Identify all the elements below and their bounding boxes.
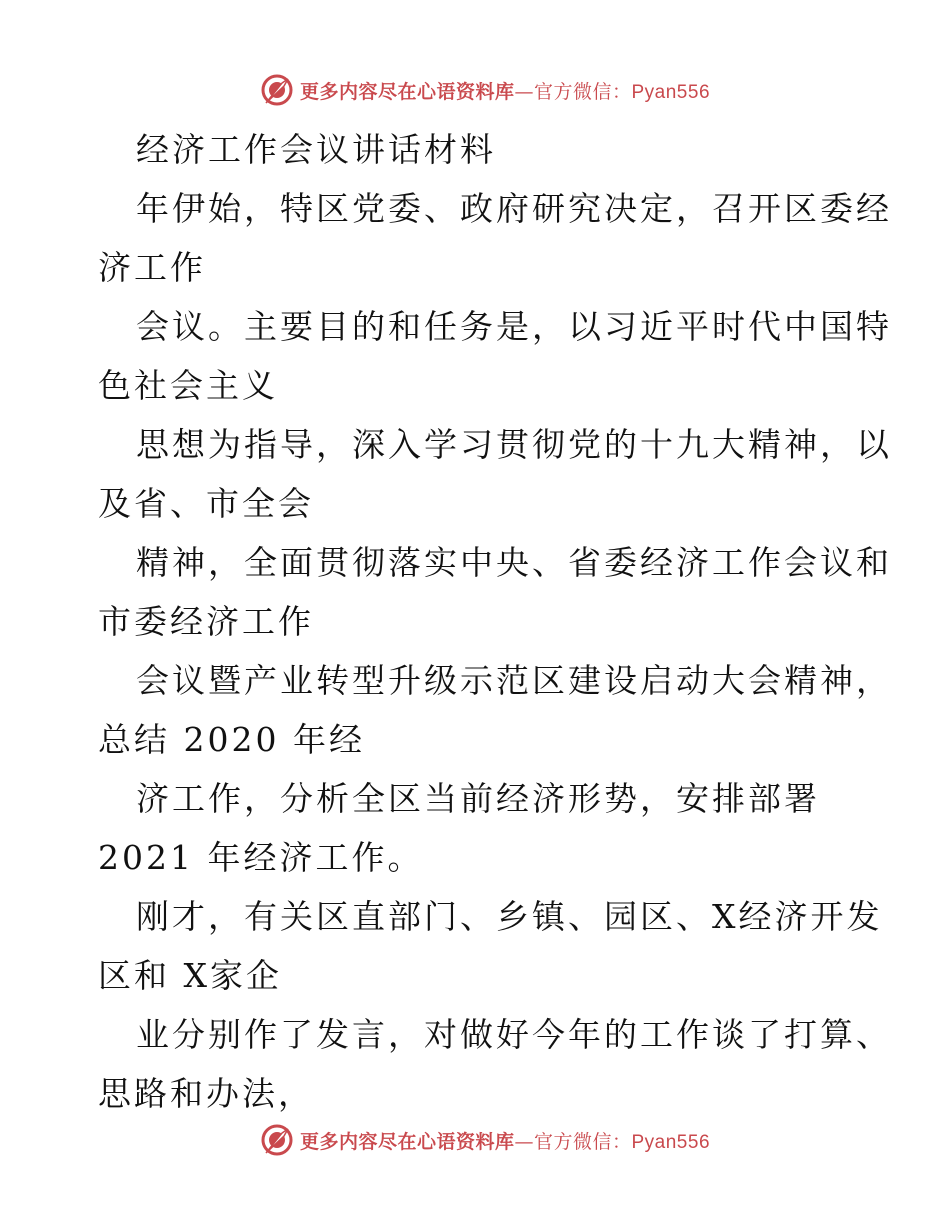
header-banner-inner — [260, 73, 710, 107]
text-line: 年伊始，特区党委、政府研究决定，召开区委经 — [136, 189, 892, 228]
text-line: 业分别作了发言，对做好今年的工作谈了打算、 — [136, 1015, 892, 1054]
footer-banner-inner — [260, 1123, 710, 1157]
text-line: 济工作，分析全区当前经济形势，安排部署 — [136, 779, 820, 818]
footer-separator: — — [514, 1130, 534, 1153]
text-line: 思路和办法， — [98, 1074, 314, 1113]
text-line: 区和 X家企 — [98, 956, 282, 995]
header-banner — [0, 70, 950, 110]
header-separator: — — [514, 80, 534, 103]
quill-logo-icon — [260, 73, 294, 107]
text-line: 精神，全面贯彻落实中央、省委经济工作会议和 — [136, 543, 892, 582]
header-brand: 更多内容尽在心语资料库 — [299, 80, 515, 103]
quill-logo-icon — [260, 1123, 294, 1157]
text-line: 思想为指导，深入学习贯彻党的十九大精神，以 — [136, 425, 892, 464]
text-line: 济工作 — [98, 248, 206, 287]
header-wechat-id: Pyan556 — [631, 81, 711, 103]
text-line: 总结 2020 年经 — [98, 720, 365, 759]
header-banner-text — [300, 77, 710, 104]
footer-wechat-id: Pyan556 — [631, 1131, 711, 1153]
text-line: 会议暨产业转型升级示范区建设启动大会精神， — [136, 661, 892, 700]
text-line: 刚才，有关区直部门、乡镇、园区、X经济开发 — [136, 897, 883, 936]
text-line: 色社会主义 — [98, 366, 278, 405]
footer-banner — [0, 1120, 950, 1160]
document-body — [98, 120, 892, 1123]
text-line: 市委经济工作 — [98, 602, 314, 641]
text-line: 2021 年经济工作。 — [98, 838, 424, 877]
footer-banner-text — [300, 1127, 710, 1154]
header-label: 官方微信： — [533, 80, 632, 103]
text-line: 会议。主要目的和任务是，以习近平时代中国特 — [136, 307, 892, 346]
document-title: 经济工作会议讲话材料 — [136, 130, 496, 169]
text-line: 及省、市全会 — [98, 484, 314, 523]
footer-brand: 更多内容尽在心语资料库 — [299, 1130, 515, 1153]
footer-label: 官方微信： — [533, 1130, 632, 1153]
